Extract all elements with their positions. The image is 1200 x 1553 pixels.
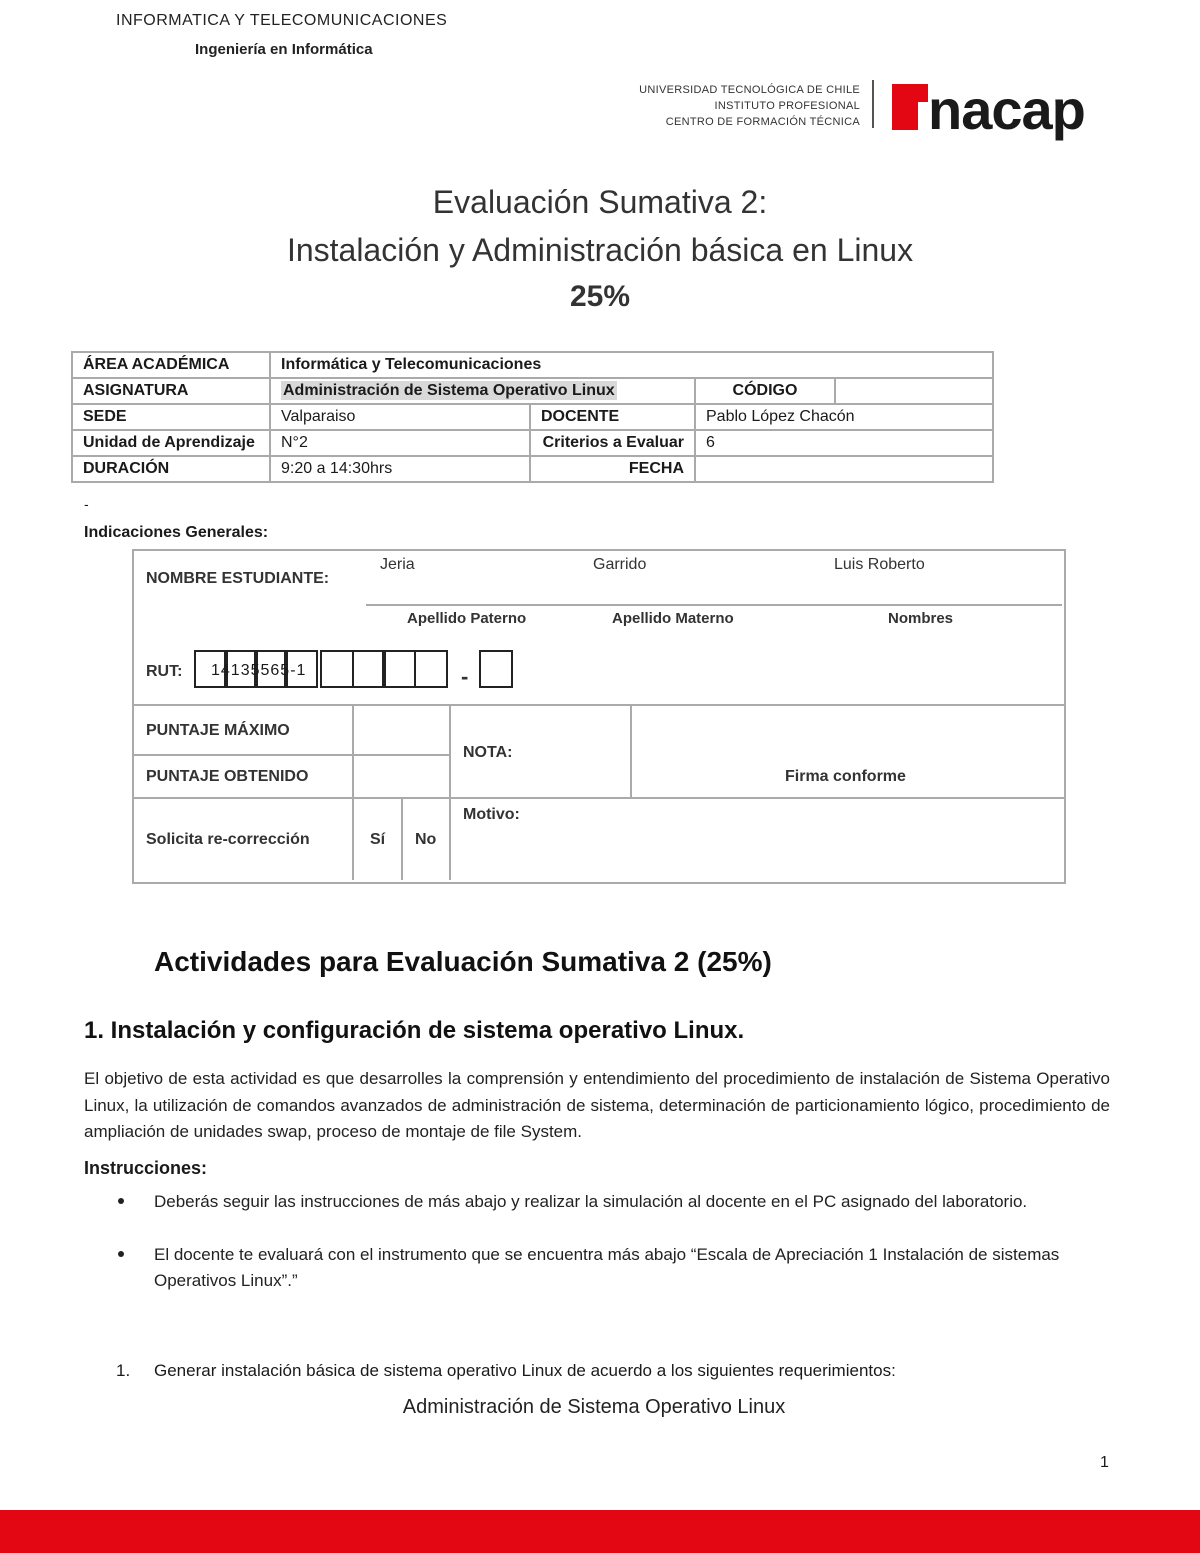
rut-cell (320, 650, 354, 688)
objective-paragraph: El objetivo de esta actividad es que desarrolles la comprensión y entendimiento del procedimiento de instalación de Sistema Operativo Linux, la utilización de comandos avanzados de administración de sistema, determinación de particionamiento lógico, procedimiento de ampliación de unidades swap, proceso de montaje de file System. (84, 1069, 1110, 1141)
instruction-bullet-1: Deberás seguir las instrucciones de más abajo y realizar la simulación al docente en el PC asignado del laboratorio. (154, 1192, 1028, 1211)
asignatura-label: ASIGNATURA (72, 378, 270, 404)
area-label: ÁREA ACADÉMICA (72, 352, 270, 378)
apellido-paterno-label: Apellido Paterno (407, 610, 527, 627)
rut-cell (352, 650, 386, 688)
title-weight: 25% (569, 280, 631, 313)
footer-bar (0, 1510, 1200, 1553)
table-row (72, 430, 993, 456)
asignatura-value: Administración de Sistema Operativo Linux (283, 382, 615, 399)
codigo-label: CÓDIGO (695, 378, 835, 404)
area-value: Informática y Telecomunicaciones (270, 352, 993, 378)
university-line-1: UNIVERSIDAD TECNOLÓGICA DE CHILE (639, 84, 860, 96)
university-line-3: CENTRO DE FORMACIÓN TÉCNICA (665, 116, 860, 128)
table-row (72, 352, 993, 378)
name-underline (366, 604, 1062, 606)
docente-label: DOCENTE (530, 404, 695, 430)
sede-label: SEDE (72, 404, 270, 430)
puntaje-maximo-label: PUNTAJE MÁXIMO (146, 722, 290, 739)
table-row (72, 404, 993, 430)
criterios-value: 6 (695, 430, 993, 456)
fecha-value[interactable] (695, 456, 993, 482)
logo-text: nacap (928, 78, 1085, 141)
title-line-2: Instalación y Administración básica en Linux (286, 232, 914, 268)
subtitle: Administración de Sistema Operativo Linux (402, 1396, 786, 1418)
instruction-bullet-2: El docente te evaluará con el instrumento que se encuentra más abajo “Escala de Apreciación 1 Instalación de sistemas Operativos Linux”.” (154, 1245, 1060, 1290)
rut-cell (414, 650, 448, 688)
inacap-logo (892, 76, 1085, 141)
sede-value: Valparaiso (270, 404, 530, 430)
nota-label: NOTA: (463, 744, 513, 761)
puntaje-obtenido-label: PUNTAJE OBTENIDO (146, 768, 309, 785)
divider (449, 704, 451, 880)
divider (352, 704, 354, 880)
unidad-label: Unidad de Aprendizaje (72, 430, 270, 456)
rut-dash: - (461, 664, 469, 689)
docente-value: Pablo López Chacón (695, 404, 993, 430)
career-name: Ingeniería en Informática (195, 41, 373, 58)
motivo-label: Motivo: (463, 806, 520, 823)
codigo-value[interactable] (835, 378, 993, 404)
page-number: 1 (1100, 1454, 1109, 1471)
table-row (72, 378, 993, 404)
criterios-label: Criterios a Evaluar (530, 430, 695, 456)
bullet-icon (118, 1198, 124, 1204)
recorreccion-label: Solicita re-corrección (146, 831, 310, 848)
divider (401, 797, 403, 880)
step-number: 1. (116, 1361, 131, 1380)
firma-label: Firma conforme (785, 768, 906, 785)
si-option[interactable]: Sí (370, 831, 386, 848)
separator-dash: - (84, 496, 89, 512)
instrucciones-heading: Instrucciones: (84, 1158, 208, 1178)
fecha-label: FECHA (530, 456, 695, 482)
divider (132, 754, 450, 756)
step-text: Generar instalación básica de sistema operativo Linux de acuerdo a los siguientes requerimientos: (154, 1361, 896, 1380)
divider (132, 797, 1064, 799)
nombres-value[interactable]: Luis Roberto (834, 556, 925, 573)
title-line-1: Evaluación Sumativa 2: (432, 184, 768, 220)
apellido-materno-label: Apellido Materno (612, 610, 734, 627)
rut-label: RUT: (146, 663, 183, 680)
table-row (72, 456, 993, 482)
indicaciones-heading: Indicaciones Generales: (84, 524, 269, 541)
divider (132, 704, 1064, 706)
rut-cell (382, 650, 416, 688)
apellido-paterno-value[interactable]: Jeria (380, 556, 415, 573)
bullet-icon (118, 1251, 124, 1257)
unidad-value: N°2 (270, 430, 530, 456)
university-lines (639, 82, 860, 130)
university-line-2: INSTITUTO PROFESIONAL (714, 100, 860, 112)
course-info-table (71, 351, 994, 483)
nombre-estudiante-label: NOMBRE ESTUDIANTE: (146, 570, 330, 587)
duracion-value: 9:20 a 14:30hrs (270, 456, 530, 482)
duracion-label: DURACIÓN (72, 456, 270, 482)
logo-mark-icon (892, 84, 918, 130)
apellido-materno-value[interactable]: Garrido (593, 556, 647, 573)
section-1-heading: 1. Instalación y configuración de sistema operativo Linux. (84, 1017, 745, 1044)
activities-title: Actividades para Evaluación Sumativa 2 (25%) (154, 946, 772, 977)
divider (630, 704, 632, 798)
rut-check-digit-cell[interactable] (479, 650, 513, 688)
logo-divider (872, 80, 874, 128)
no-option[interactable]: No (415, 831, 437, 848)
rut-value[interactable]: 14135565-1 (211, 662, 307, 679)
nombres-label: Nombres (888, 610, 954, 627)
department-name: INFORMATICA Y TELECOMUNICACIONES (116, 12, 448, 29)
